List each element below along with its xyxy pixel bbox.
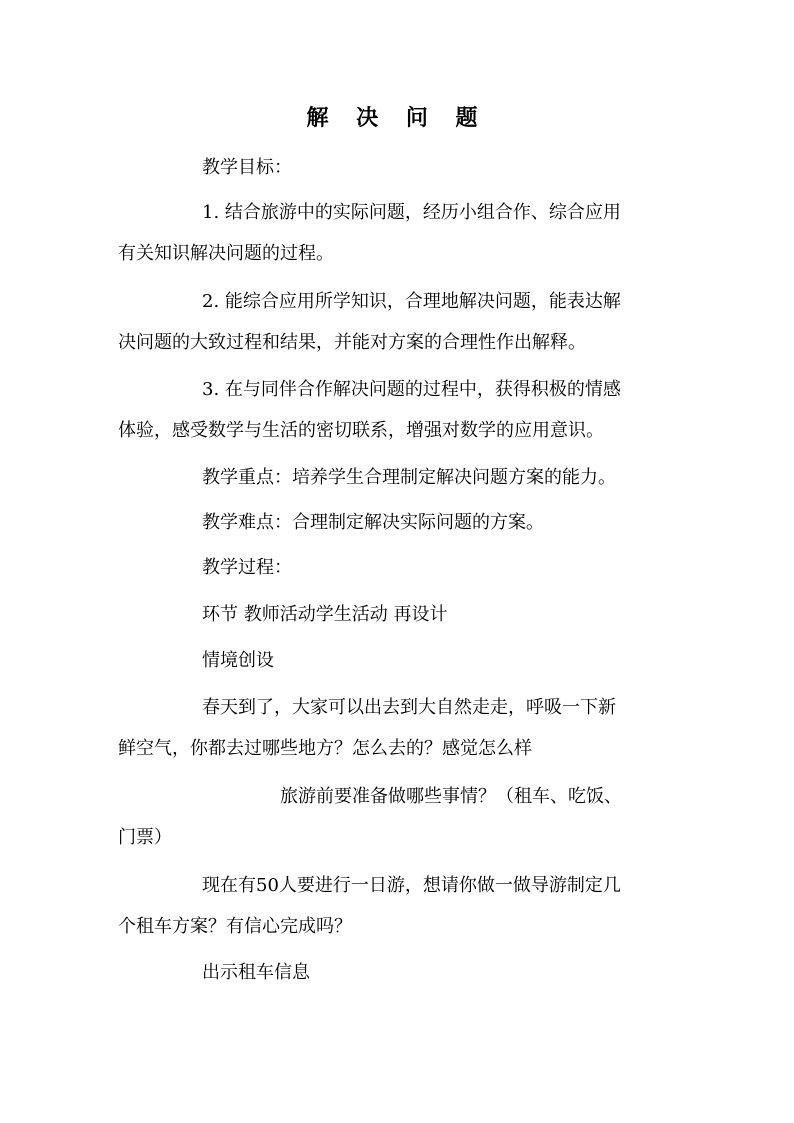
table-header-line: 环节 教师活动学生活动 再设计 <box>202 604 448 625</box>
rental-info-line: 出示租车信息 <box>202 962 310 983</box>
scenario-line-1: 春天到了，大家可以出去到大自然走走，呼吸一下新 <box>202 697 616 718</box>
section-scenario: 情境创设 <box>202 650 274 671</box>
objective-3-line-1: 3. 在与同伴合作解决问题的过程中，获得积极的情感 <box>202 379 621 400</box>
scenario-line-2: 鲜空气，你都去过哪些地方？怎么去的？感觉怎么样 <box>118 738 532 759</box>
key-point: 教学重点：培养学生合理制定解决问题方案的能力。 <box>202 467 616 488</box>
task-line-2: 个租车方案？有信心完成吗？ <box>118 916 352 937</box>
objectives-heading: 教学目标： <box>202 157 292 178</box>
task-line-1: 现在有50人要进行一日游，想请你做一做导游制定几 <box>202 875 621 896</box>
objective-3-line-2: 体验，感受数学与生活的密切联系，增强对数学的应用意识。 <box>118 420 604 441</box>
process-heading: 教学过程： <box>202 557 292 578</box>
objective-1-line-1: 1. 结合旅游中的实际问题，经历小组合作、综合应用 <box>202 202 621 223</box>
objective-2-line-1: 2. 能综合应用所学知识，合理地解决问题，能表达解 <box>202 291 621 312</box>
objective-1-line-2: 有关知识解决问题的过程。 <box>118 243 334 264</box>
preparation-line-1: 旅游前要准备做哪些事情？（租车、吃饭、 <box>280 786 622 807</box>
preparation-line-2: 门票） <box>118 827 172 848</box>
difficult-point: 教学难点：合理制定解决实际问题的方案。 <box>202 512 544 533</box>
document-title: 解 决 问 题 <box>306 105 488 131</box>
objective-2-line-2: 决问题的大致过程和结果，并能对方案的合理性作出解释。 <box>118 332 586 353</box>
